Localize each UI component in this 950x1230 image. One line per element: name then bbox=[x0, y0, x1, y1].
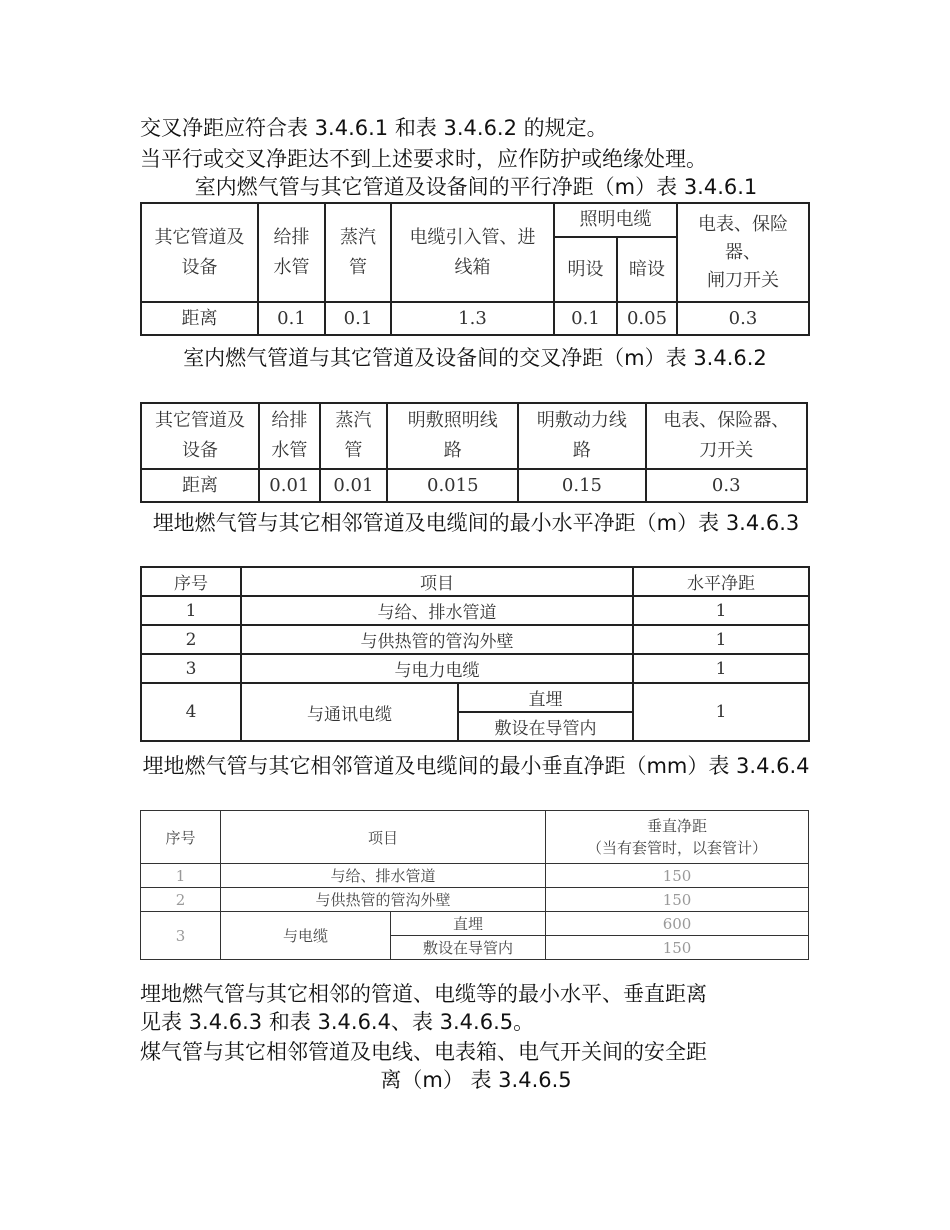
header-cell: 垂直净距 （当有套管时，以套管计） bbox=[546, 811, 809, 864]
value-cell: 0.1 bbox=[258, 302, 325, 335]
row-number: 3 bbox=[141, 654, 241, 683]
paragraph-protection-note: 当平行或交叉净距达不到上述要求时，应作防护或绝缘处理。 bbox=[140, 147, 707, 171]
table-3462 bbox=[140, 402, 808, 503]
header-cell: 给排 水管 bbox=[259, 403, 320, 469]
header-cell: 蒸汽 管 bbox=[320, 403, 388, 469]
table-row bbox=[141, 888, 809, 912]
header-cell: 明敷动力线 路 bbox=[518, 403, 645, 469]
row-subitem: 直埋 bbox=[458, 683, 633, 712]
header-cell: 暗设 bbox=[617, 237, 677, 302]
header-cell: 蒸汽 管 bbox=[325, 203, 391, 302]
row-distance: 150 bbox=[546, 936, 809, 960]
row-distance: 600 bbox=[546, 912, 809, 936]
table-3464 bbox=[140, 810, 809, 960]
row-distance: 1 bbox=[633, 683, 809, 741]
header-cell: 电缆引入管、进 线箱 bbox=[391, 203, 554, 302]
header-cell: 其它管道及 设备 bbox=[141, 203, 258, 302]
table-row bbox=[141, 912, 809, 936]
value-cell: 0.015 bbox=[387, 469, 518, 502]
row-item: 与通讯电缆 bbox=[241, 683, 458, 741]
row-item: 与电力电缆 bbox=[241, 654, 633, 683]
table-row bbox=[141, 625, 809, 654]
row-label: 距离 bbox=[141, 302, 258, 335]
table-3461-caption: 室内燃气管与其它管道及设备间的平行净距（m）表 3.4.6.1 bbox=[194, 175, 758, 199]
row-distance: 1 bbox=[633, 596, 809, 625]
row-number: 4 bbox=[141, 683, 241, 741]
row-distance: 150 bbox=[546, 864, 809, 888]
table-row bbox=[141, 654, 809, 683]
row-distance: 1 bbox=[633, 625, 809, 654]
value-cell: 0.05 bbox=[617, 302, 677, 335]
header-cell: 项目 bbox=[241, 567, 633, 596]
row-number: 1 bbox=[141, 864, 221, 888]
header-cell: 序号 bbox=[141, 567, 241, 596]
paragraph-intro: 交叉净距应符合表 3.4.6.1 和表 3.4.6.2 的规定。 bbox=[140, 116, 608, 140]
row-item: 与电缆 bbox=[221, 912, 391, 960]
header-cell: 明设 bbox=[554, 237, 617, 302]
table-3463 bbox=[140, 566, 810, 742]
value-cell: 0.15 bbox=[518, 469, 645, 502]
header-cell: 序号 bbox=[141, 811, 221, 864]
header-cell: 电表、保险 器、 闸刀开关 bbox=[677, 203, 809, 302]
value-cell: 1.3 bbox=[391, 302, 554, 335]
header-cell: 项目 bbox=[221, 811, 546, 864]
row-number: 1 bbox=[141, 596, 241, 625]
row-item: 与供热管的管沟外壁 bbox=[221, 888, 546, 912]
value-cell: 0.3 bbox=[677, 302, 809, 335]
header-cell: 水平净距 bbox=[633, 567, 809, 596]
value-cell: 0.3 bbox=[646, 469, 808, 502]
row-label: 距离 bbox=[141, 469, 259, 502]
row-subitem: 敷设在导管内 bbox=[391, 936, 546, 960]
header-cell: 给排 水管 bbox=[258, 203, 325, 302]
table-3461 bbox=[140, 202, 810, 336]
row-item: 与给、排水管道 bbox=[221, 864, 546, 888]
table-row bbox=[141, 683, 809, 712]
row-distance: 1 bbox=[633, 654, 809, 683]
row-number: 3 bbox=[141, 912, 221, 960]
value-cell: 0.1 bbox=[554, 302, 617, 335]
table-3465-caption-line2: 离（m） 表 3.4.6.5 bbox=[380, 1068, 572, 1092]
row-item: 与给、排水管道 bbox=[241, 596, 633, 625]
table-row bbox=[141, 596, 809, 625]
row-number: 2 bbox=[141, 888, 221, 912]
paragraph-reference-line2: 见表 3.4.6.3 和表 3.4.6.4、表 3.4.6.5。 bbox=[140, 1010, 535, 1034]
header-cell: 明敷照明线 路 bbox=[387, 403, 518, 469]
value-cell: 0.01 bbox=[320, 469, 388, 502]
table-3462-caption: 室内燃气管道与其它管道及设备间的交叉净距（m）表 3.4.6.2 bbox=[183, 346, 767, 370]
table-3464-caption: 埋地燃气管与其它相邻管道及电缆间的最小垂直净距（mm）表 3.4.6.4 bbox=[142, 754, 810, 778]
paragraph-reference-line1: 埋地燃气管与其它相邻的管道、电缆等的最小水平、垂直距离 bbox=[140, 982, 707, 1006]
header-cell: 照明电缆 bbox=[554, 203, 677, 237]
value-cell: 0.01 bbox=[259, 469, 320, 502]
row-subitem: 直埋 bbox=[391, 912, 546, 936]
header-cell: 电表、保险器、 刀开关 bbox=[646, 403, 808, 469]
row-distance: 150 bbox=[546, 888, 809, 912]
row-item: 与供热管的管沟外壁 bbox=[241, 625, 633, 654]
value-cell: 0.1 bbox=[325, 302, 391, 335]
row-subitem: 敷设在导管内 bbox=[458, 712, 633, 741]
row-number: 2 bbox=[141, 625, 241, 654]
table-row bbox=[141, 864, 809, 888]
header-cell: 其它管道及 设备 bbox=[141, 403, 259, 469]
table-3465-caption-line1: 煤气管与其它相邻管道及电线、电表箱、电气开关间的安全距 bbox=[140, 1040, 707, 1064]
table-3463-caption: 埋地燃气管与其它相邻管道及电缆间的最小水平净距（m）表 3.4.6.3 bbox=[152, 511, 800, 535]
